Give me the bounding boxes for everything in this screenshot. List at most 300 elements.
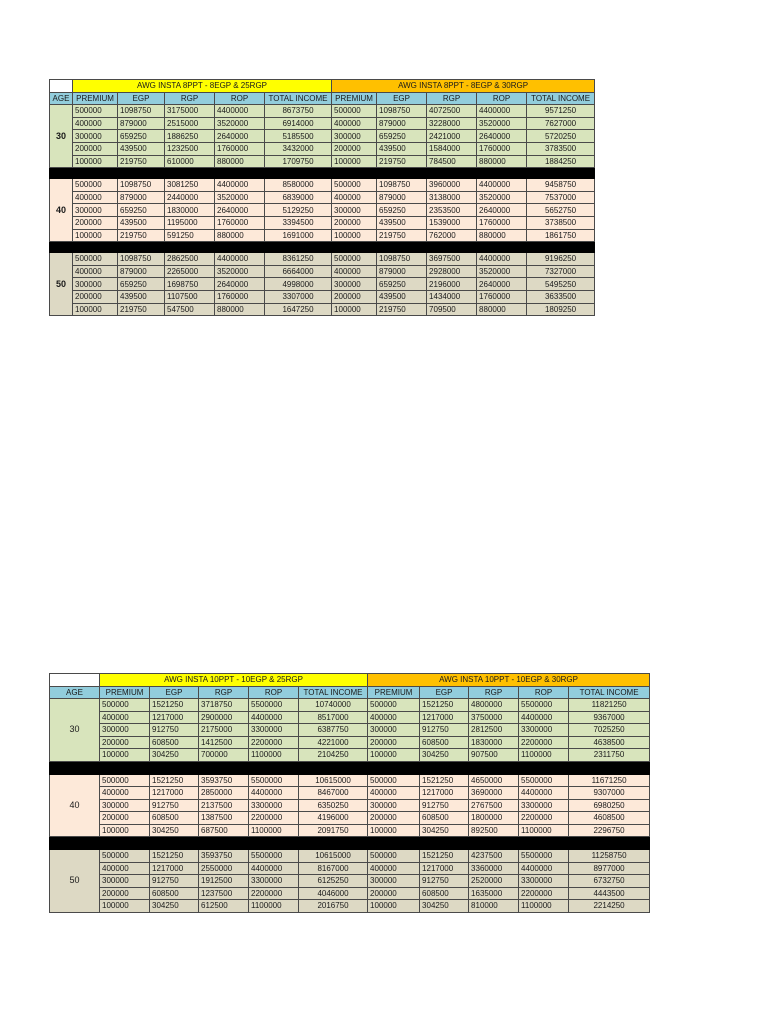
table-cell: 100000 [73,229,118,242]
table-cell: 879000 [118,117,165,130]
table-cell: 912750 [420,724,469,737]
table-cell: 4400000 [215,179,265,192]
table-cell: 2353500 [427,204,477,217]
table-cell: 2928000 [427,265,477,278]
table-cell: 880000 [215,155,265,168]
column-header: RGP [469,686,519,699]
table-cell: 3300000 [249,799,299,812]
table-cell: 100000 [332,303,377,316]
table-cell: 3175000 [165,105,215,118]
table-cell: 300000 [73,130,118,143]
table-cell: 3593750 [199,850,249,863]
table-cell: 4400000 [477,179,527,192]
table-cell: 400000 [73,265,118,278]
table-cell: 7327000 [527,265,595,278]
table-cell: 8580000 [265,179,332,192]
table-cell: 4400000 [249,787,299,800]
column-header: RGP [165,92,215,105]
table-cell: 6980250 [569,799,650,812]
table-cell: 2200000 [519,736,569,749]
table-cell: 608500 [420,736,469,749]
table-cell: 4196000 [299,812,368,825]
table-cell: 659250 [118,130,165,143]
table-cell: 2196000 [427,278,477,291]
table-cell: 100000 [73,155,118,168]
table-cell: 400000 [368,862,420,875]
table-cell: 608500 [420,812,469,825]
table-cell: 400000 [100,711,150,724]
table-row [50,216,595,229]
table-cell: 3718750 [199,699,249,712]
table-cell: 400000 [368,711,420,724]
age-cell: 50 [50,253,73,316]
table-cell: 5185500 [265,130,332,143]
group-header-right: AWG INSTA 8PPT - 8EGP & 30RGP [332,80,595,93]
table-cell: 9458750 [527,179,595,192]
table-cell: 219750 [377,229,427,242]
table-cell: 300000 [368,799,420,812]
table-cell: 300000 [100,799,150,812]
group-separator [50,242,595,253]
table-cell: 1100000 [519,824,569,837]
table-cell: 912750 [150,724,199,737]
table-cell: 2900000 [199,711,249,724]
table-row [50,799,650,812]
table-cell: 439500 [377,290,427,303]
table-cell: 4800000 [469,699,519,712]
table-cell: 400000 [73,191,118,204]
table-cell: 400000 [332,265,377,278]
table-cell: 439500 [377,142,427,155]
table-cell: 219750 [377,155,427,168]
table-cell: 1098750 [377,253,427,266]
table-cell: 200000 [73,290,118,303]
table-cell: 4400000 [519,862,569,875]
table-cell: 879000 [118,265,165,278]
table-cell: 912750 [150,875,199,888]
table-cell: 500000 [100,850,150,863]
table-cell: 100000 [100,824,150,837]
table-cell: 439500 [118,216,165,229]
table-cell: 300000 [100,724,150,737]
table-row [50,850,650,863]
table-cell: 1760000 [215,216,265,229]
table-cell: 6664000 [265,265,332,278]
table-cell: 2104250 [299,749,368,762]
table-cell: 4443500 [569,887,650,900]
table-cell: 659250 [118,204,165,217]
table-cell: 608500 [420,887,469,900]
table-row [50,824,650,837]
table-cell: 2640000 [215,130,265,143]
table-cell: 1521250 [150,774,199,787]
table-cell: 6125250 [299,875,368,888]
table-cell: 3520000 [215,117,265,130]
table-cell: 304250 [420,749,469,762]
table-cell: 3593750 [199,774,249,787]
age-cell: 50 [50,850,100,913]
table-cell: 3394500 [265,216,332,229]
table-cell: 1521250 [150,850,199,863]
table-cell: 784500 [427,155,477,168]
table-cell: 3300000 [249,724,299,737]
table-cell: 6732750 [569,875,650,888]
group-separator [50,168,595,179]
table-cell: 3738500 [527,216,595,229]
table-cell: 2296750 [569,824,650,837]
table-cell: 200000 [368,812,420,825]
table-cell: 1521250 [420,850,469,863]
table-cell: 1098750 [377,179,427,192]
table-row [50,900,650,913]
table-cell: 4638500 [569,736,650,749]
table-cell: 547500 [165,303,215,316]
column-header: ROP [519,686,569,699]
table-row [50,887,650,900]
table-cell: 2091750 [299,824,368,837]
column-header: TOTAL INCOME [527,92,595,105]
table-cell: 9196250 [527,253,595,266]
table-cell: 1521250 [150,699,199,712]
table-cell: 500000 [368,850,420,863]
age-cell: 40 [50,179,73,242]
table-cell: 2640000 [477,130,527,143]
column-header: ROP [249,686,299,699]
table-cell: 304250 [150,824,199,837]
table-cell: 200000 [73,142,118,155]
table-cell: 400000 [368,787,420,800]
group-separator [50,837,650,850]
table-cell: 4400000 [215,105,265,118]
group-header-right: AWG INSTA 10PPT - 10EGP & 30RGP [368,674,650,687]
table-cell: 3520000 [477,117,527,130]
table-cell: 3081250 [165,179,215,192]
table-cell: 3300000 [519,724,569,737]
table-cell: 912750 [420,799,469,812]
table-cell: 2515000 [165,117,215,130]
table-cell: 3300000 [519,799,569,812]
table-cell: 810000 [469,900,519,913]
table-row [50,130,595,143]
table-cell: 4221000 [299,736,368,749]
table-cell: 3300000 [519,875,569,888]
table-cell: 4072500 [427,105,477,118]
table-cell: 2175000 [199,724,249,737]
table-cell: 1635000 [469,887,519,900]
table-cell: 5495250 [527,278,595,291]
table-cell: 7025250 [569,724,650,737]
table-cell: 439500 [118,290,165,303]
table-cell: 100000 [100,749,150,762]
table-cell: 400000 [332,117,377,130]
awg-insta-10ppt-table [49,673,650,913]
table-cell: 880000 [215,229,265,242]
table-cell: 2421000 [427,130,477,143]
table-cell: 5500000 [249,774,299,787]
table-cell: 3633500 [527,290,595,303]
table-cell: 3960000 [427,179,477,192]
table-cell: 1521250 [420,774,469,787]
table-cell: 4400000 [249,711,299,724]
table-cell: 4608500 [569,812,650,825]
table-cell: 200000 [332,290,377,303]
table-cell: 612500 [199,900,249,913]
table-cell: 10740000 [299,699,368,712]
table-cell: 1195000 [165,216,215,229]
table-cell: 8361250 [265,253,332,266]
table-cell: 4650000 [469,774,519,787]
table-cell: 200000 [100,812,150,825]
table-cell: 219750 [377,303,427,316]
table-cell: 880000 [477,155,527,168]
table-cell: 1760000 [477,142,527,155]
table-cell: 8467000 [299,787,368,800]
table-cell: 3783500 [527,142,595,155]
table-row [50,265,595,278]
table-cell: 100000 [368,824,420,837]
table-row [50,142,595,155]
table-cell: 9307000 [569,787,650,800]
table-cell: 200000 [332,142,377,155]
table-cell: 300000 [73,204,118,217]
table-cell: 1886250 [165,130,215,143]
table-cell: 2214250 [569,900,650,913]
table-cell: 200000 [100,736,150,749]
table-cell: 2550000 [199,862,249,875]
table-cell: 1100000 [249,749,299,762]
table-cell: 1539000 [427,216,477,229]
table-cell: 4400000 [519,787,569,800]
table-row [50,303,595,316]
age-cell: 30 [50,105,73,168]
table-cell: 762000 [427,229,477,242]
table-cell: 4400000 [249,862,299,875]
table-cell: 1760000 [477,290,527,303]
table-cell: 700000 [199,749,249,762]
table-cell: 8517000 [299,711,368,724]
table-cell: 400000 [100,787,150,800]
age-cell: 30 [50,699,100,762]
column-header: EGP [118,92,165,105]
column-header: PREMIUM [368,686,420,699]
table-cell: 7627000 [527,117,595,130]
table-cell: 610000 [165,155,215,168]
table-cell: 2640000 [477,204,527,217]
table-cell: 10615000 [299,774,368,787]
column-header: PREMIUM [332,92,377,105]
table-row [50,204,595,217]
table-cell: 1912500 [199,875,249,888]
table-cell: 7537000 [527,191,595,204]
column-header: TOTAL INCOME [265,92,332,105]
table-cell: 608500 [150,812,199,825]
table-cell: 8977000 [569,862,650,875]
table-cell: 1217000 [420,862,469,875]
table-cell: 3360000 [469,862,519,875]
column-header: ROP [215,92,265,105]
table-row [50,711,650,724]
table-cell: 659250 [377,204,427,217]
table-cell: 5720250 [527,130,595,143]
table-cell: 4237500 [469,850,519,863]
table-cell: 3750000 [469,711,519,724]
table-cell: 4400000 [477,105,527,118]
table-cell: 439500 [377,216,427,229]
table-cell: 3300000 [249,875,299,888]
table-cell: 2200000 [519,812,569,825]
table-cell: 5500000 [519,850,569,863]
table-cell: 100000 [73,303,118,316]
table-cell: 879000 [377,265,427,278]
table-cell: 2137500 [199,799,249,812]
table-cell: 1098750 [118,105,165,118]
table-cell: 1830000 [469,736,519,749]
table-cell: 5500000 [249,699,299,712]
table-cell: 4400000 [477,253,527,266]
table-cell: 2850000 [199,787,249,800]
table-cell: 300000 [73,278,118,291]
table-cell: 1217000 [420,711,469,724]
table-cell: 304250 [420,824,469,837]
group-header-left: AWG INSTA 10PPT - 10EGP & 25RGP [100,674,368,687]
table-cell: 2311750 [569,749,650,762]
table-cell: 5652750 [527,204,595,217]
table-cell: 4400000 [519,711,569,724]
table-cell: 100000 [332,229,377,242]
table-cell: 1760000 [215,290,265,303]
table-cell: 1760000 [477,216,527,229]
table-cell: 1861750 [527,229,595,242]
table-cell: 500000 [100,774,150,787]
table-cell: 879000 [377,191,427,204]
table-cell: 880000 [215,303,265,316]
table-cell: 3520000 [477,191,527,204]
table-cell: 304250 [150,749,199,762]
column-header: TOTAL INCOME [569,686,650,699]
table-cell: 1098750 [377,105,427,118]
table-cell: 219750 [118,229,165,242]
table-cell: 2767500 [469,799,519,812]
column-header: RGP [199,686,249,699]
table-cell: 1217000 [420,787,469,800]
table-cell: 300000 [368,875,420,888]
table-row [50,290,595,303]
table-cell: 1760000 [215,142,265,155]
column-header: EGP [150,686,199,699]
awg-insta-8ppt-table [49,79,595,316]
group-separator [50,761,650,774]
table-cell: 200000 [100,887,150,900]
table-cell: 2200000 [519,887,569,900]
table-cell: 500000 [368,699,420,712]
column-header: ROP [477,92,527,105]
table-cell: 2812500 [469,724,519,737]
table-cell: 608500 [150,887,199,900]
table-cell: 300000 [100,875,150,888]
table-cell: 439500 [118,142,165,155]
table-cell: 2200000 [249,812,299,825]
table-cell: 400000 [332,191,377,204]
table-cell: 912750 [150,799,199,812]
table-cell: 500000 [332,179,377,192]
table-cell: 8673750 [265,105,332,118]
table-cell: 709500 [427,303,477,316]
table-cell: 2640000 [215,278,265,291]
table-row [50,736,650,749]
table-cell: 1698750 [165,278,215,291]
table-cell: 300000 [368,724,420,737]
table-cell: 500000 [73,253,118,266]
table-cell: 2265000 [165,265,215,278]
table-cell: 500000 [73,179,118,192]
table-row [50,787,650,800]
table-cell: 10615000 [299,850,368,863]
table-cell: 500000 [368,774,420,787]
table-cell: 300000 [332,278,377,291]
table-cell: 1217000 [150,862,199,875]
table-cell: 2862500 [165,253,215,266]
table-cell: 892500 [469,824,519,837]
table-cell: 9571250 [527,105,595,118]
table-cell: 11821250 [569,699,650,712]
column-header-age: AGE [50,686,100,699]
table-cell: 5500000 [249,850,299,863]
table-cell: 219750 [118,155,165,168]
table-cell: 1434000 [427,290,477,303]
table-cell: 200000 [332,216,377,229]
column-header: EGP [377,92,427,105]
age-cell: 40 [50,774,100,837]
table-cell: 500000 [332,105,377,118]
table-cell: 879000 [118,191,165,204]
table-cell: 3307000 [265,290,332,303]
table-cell: 3520000 [215,265,265,278]
table-row [50,724,650,737]
table-cell: 100000 [368,900,420,913]
table-cell: 100000 [100,900,150,913]
table-cell: 500000 [100,699,150,712]
column-header: TOTAL INCOME [299,686,368,699]
column-header: EGP [420,686,469,699]
table-cell: 5500000 [519,699,569,712]
table-cell: 6914000 [265,117,332,130]
table-cell: 5129250 [265,204,332,217]
table-cell: 2640000 [477,278,527,291]
table-cell: 9367000 [569,711,650,724]
table-cell: 1647250 [265,303,332,316]
table-row [50,191,595,204]
table-cell: 100000 [332,155,377,168]
table-cell: 500000 [332,253,377,266]
table-cell: 1884250 [527,155,595,168]
table-cell: 1691000 [265,229,332,242]
table-row [50,862,650,875]
table-row [50,774,650,787]
table-cell: 1412500 [199,736,249,749]
table-row [50,105,595,118]
table-cell: 5500000 [519,774,569,787]
table-cell: 1387500 [199,812,249,825]
table-cell: 300000 [332,204,377,217]
table-row [50,229,595,242]
table-cell: 8167000 [299,862,368,875]
table-cell: 1521250 [420,699,469,712]
table-cell: 1098750 [118,253,165,266]
table-cell: 1100000 [519,749,569,762]
table-cell: 4998000 [265,278,332,291]
table-cell: 11671250 [569,774,650,787]
table-cell: 3690000 [469,787,519,800]
